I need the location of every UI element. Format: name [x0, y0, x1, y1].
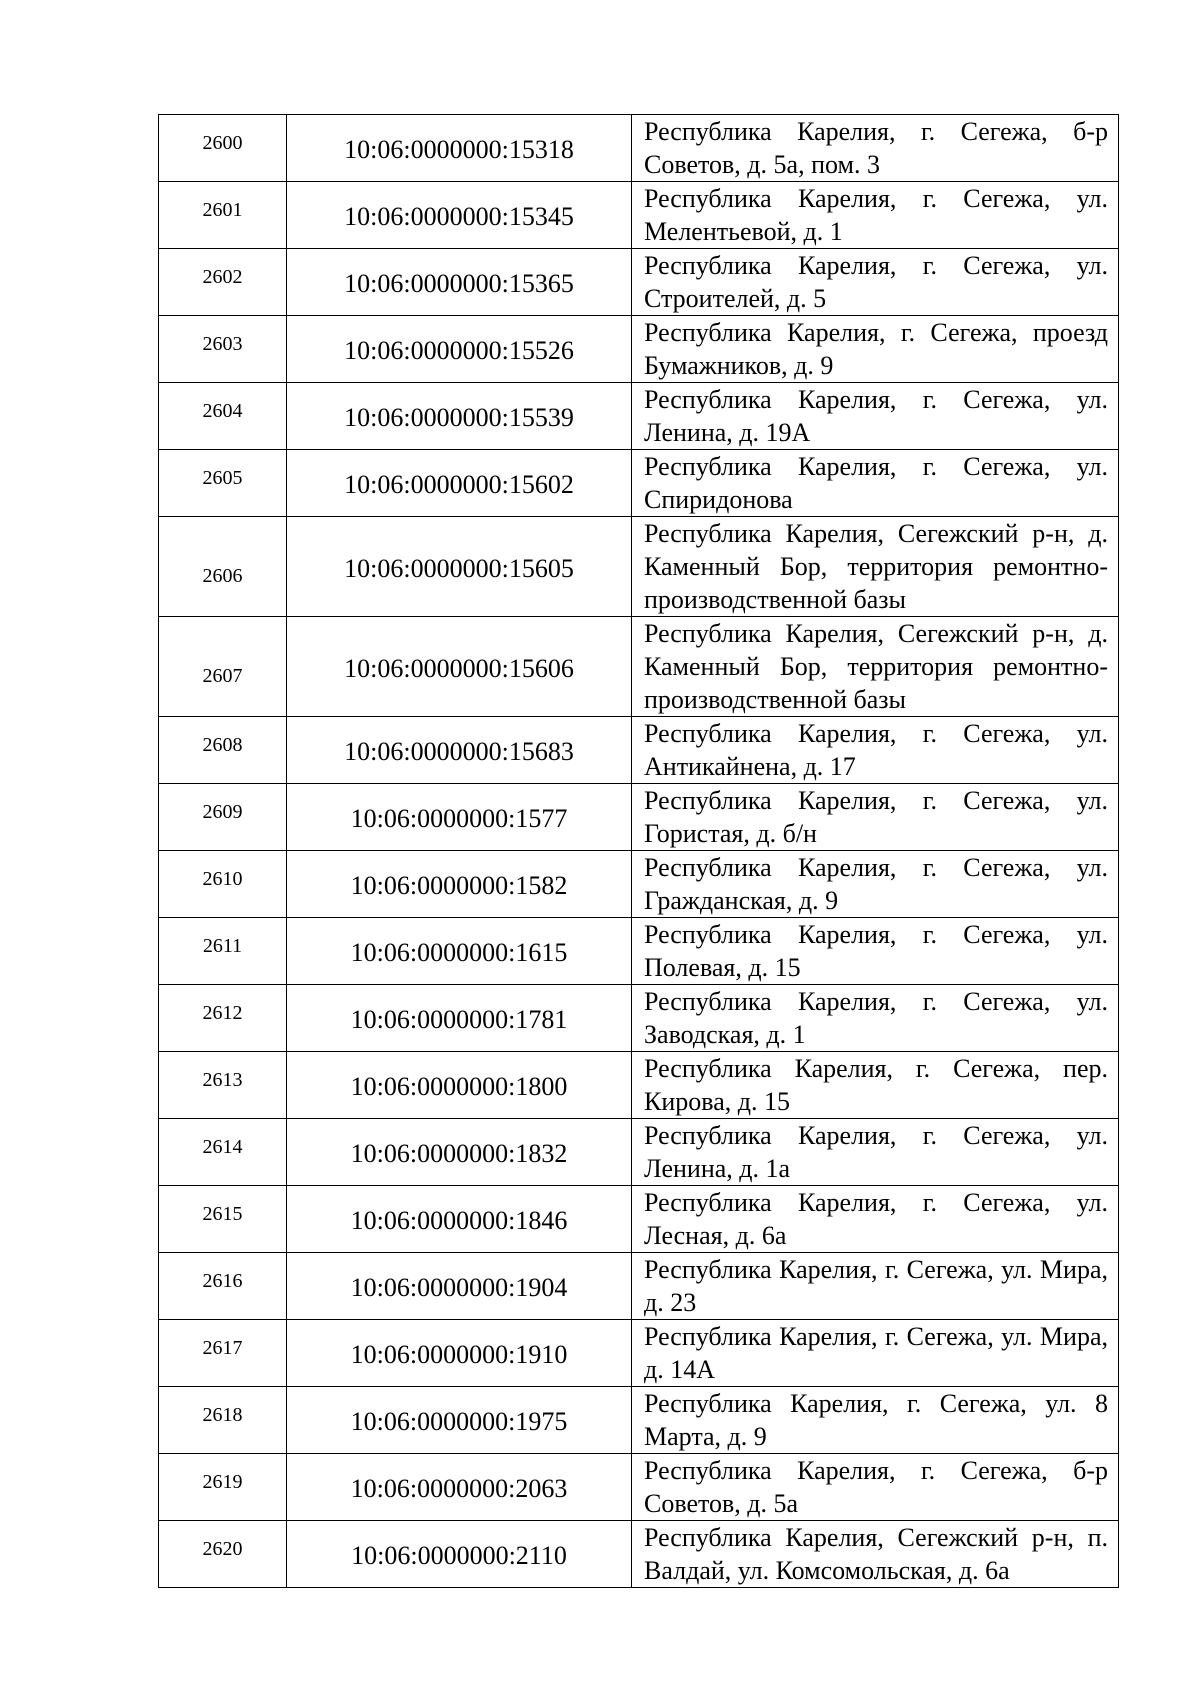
cadastral-number: 10:06:0000000:15683 [287, 717, 632, 784]
row-number: 2614 [159, 1119, 287, 1186]
address: Республика Карелия, Сегежский р-н, д. Каменный Бор, территория ремонтно-производственной базы [632, 617, 1119, 717]
cadastral-number: 10:06:0000000:1615 [287, 918, 632, 985]
row-number: 2620 [159, 1521, 287, 1588]
address: Республика Карелия, г. Сегежа, ул. 8 Марта, д. 9 [632, 1387, 1119, 1454]
cadastral-number: 10:06:0000000:15345 [287, 182, 632, 249]
row-number: 2604 [159, 383, 287, 450]
cadastral-number: 10:06:0000000:1904 [287, 1253, 632, 1320]
table-row [159, 1521, 1119, 1588]
cadastral-number: 10:06:0000000:1800 [287, 1052, 632, 1119]
cadastral-number: 10:06:0000000:15526 [287, 316, 632, 383]
address: Республика Карелия, г. Сегежа, пер. Кирова, д. 15 [632, 1052, 1119, 1119]
cadastral-number: 10:06:0000000:1582 [287, 851, 632, 918]
address: Республика Карелия, г. Сегежа, проезд Бумажников, д. 9 [632, 316, 1119, 383]
row-number: 2601 [159, 182, 287, 249]
row-number: 2610 [159, 851, 287, 918]
address: Республика Карелия, г. Сегежа, ул. Лесная, д. 6а [632, 1186, 1119, 1253]
row-number: 2600 [159, 115, 287, 182]
cadastral-number: 10:06:0000000:15318 [287, 115, 632, 182]
row-number: 2609 [159, 784, 287, 851]
table-row [159, 450, 1119, 517]
address: Республика Карелия, г. Сегежа, ул. Спиридонова [632, 450, 1119, 517]
address: Республика Карелия, г. Сегежа, ул. Строителей, д. 5 [632, 249, 1119, 316]
table-row [159, 918, 1119, 985]
cadastral-number: 10:06:0000000:1975 [287, 1387, 632, 1454]
row-number: 2606 [159, 517, 287, 617]
cadastral-number: 10:06:0000000:15539 [287, 383, 632, 450]
table-row [159, 851, 1119, 918]
row-number: 2612 [159, 985, 287, 1052]
row-number: 2615 [159, 1186, 287, 1253]
row-number: 2617 [159, 1320, 287, 1387]
row-number: 2608 [159, 717, 287, 784]
cadastral-number: 10:06:0000000:1577 [287, 784, 632, 851]
address: Республика Карелия, г. Сегежа, б-р Советов, д. 5а [632, 1454, 1119, 1521]
row-number: 2613 [159, 1052, 287, 1119]
row-number: 2618 [159, 1387, 287, 1454]
row-number: 2619 [159, 1454, 287, 1521]
table-row [159, 1454, 1119, 1521]
cadastral-number: 10:06:0000000:1846 [287, 1186, 632, 1253]
table-row [159, 115, 1119, 182]
address: Республика Карелия, Сегежский р-н, д. Каменный Бор, территория ремонтно-производственной базы [632, 517, 1119, 617]
address: Республика Карелия, Сегежский р-н, п. Валдай, ул. Комсомольская, д. 6а [632, 1521, 1119, 1588]
cadastral-number: 10:06:0000000:15365 [287, 249, 632, 316]
table-row [159, 1186, 1119, 1253]
cadastral-number: 10:06:0000000:15606 [287, 617, 632, 717]
address: Республика Карелия, г. Сегежа, ул. Мира, д. 23 [632, 1253, 1119, 1320]
cadastral-number: 10:06:0000000:2110 [287, 1521, 632, 1588]
address: Республика Карелия, г. Сегежа, ул. Ленина, д. 1а [632, 1119, 1119, 1186]
address: Республика Карелия, г. Сегежа, ул. Полевая, д. 15 [632, 918, 1119, 985]
table-row [159, 1119, 1119, 1186]
table-row [159, 517, 1119, 617]
table-row [159, 316, 1119, 383]
address: Республика Карелия, г. Сегежа, ул. Ленина, д. 19А [632, 383, 1119, 450]
table-row [159, 985, 1119, 1052]
address: Республика Карелия, г. Сегежа, б-р Советов, д. 5а, пом. 3 [632, 115, 1119, 182]
row-number: 2603 [159, 316, 287, 383]
property-registry-table [158, 114, 1119, 1588]
cadastral-number: 10:06:0000000:1832 [287, 1119, 632, 1186]
address: Республика Карелия, г. Сегежа, ул. Гористая, д. б/н [632, 784, 1119, 851]
address: Республика Карелия, г. Сегежа, ул. Гражданская, д. 9 [632, 851, 1119, 918]
cadastral-number: 10:06:0000000:2063 [287, 1454, 632, 1521]
table-row [159, 1052, 1119, 1119]
table-row [159, 784, 1119, 851]
row-number: 2605 [159, 450, 287, 517]
cadastral-number: 10:06:0000000:1910 [287, 1320, 632, 1387]
address: Республика Карелия, г. Сегежа, ул. Мира, д. 14А [632, 1320, 1119, 1387]
table-row [159, 617, 1119, 717]
address: Республика Карелия, г. Сегежа, ул. Заводская, д. 1 [632, 985, 1119, 1052]
table-body [159, 115, 1119, 1588]
address: Республика Карелия, г. Сегежа, ул. Антикайнена, д. 17 [632, 717, 1119, 784]
cadastral-number: 10:06:0000000:1781 [287, 985, 632, 1052]
address: Республика Карелия, г. Сегежа, ул. Мелентьевой, д. 1 [632, 182, 1119, 249]
table-row [159, 1320, 1119, 1387]
table-row [159, 182, 1119, 249]
table-row [159, 1253, 1119, 1320]
table-row [159, 1387, 1119, 1454]
row-number: 2607 [159, 617, 287, 717]
table-row [159, 249, 1119, 316]
cadastral-number: 10:06:0000000:15605 [287, 517, 632, 617]
cadastral-number: 10:06:0000000:15602 [287, 450, 632, 517]
row-number: 2616 [159, 1253, 287, 1320]
row-number: 2611 [159, 918, 287, 985]
table-row [159, 383, 1119, 450]
row-number: 2602 [159, 249, 287, 316]
table-row [159, 717, 1119, 784]
